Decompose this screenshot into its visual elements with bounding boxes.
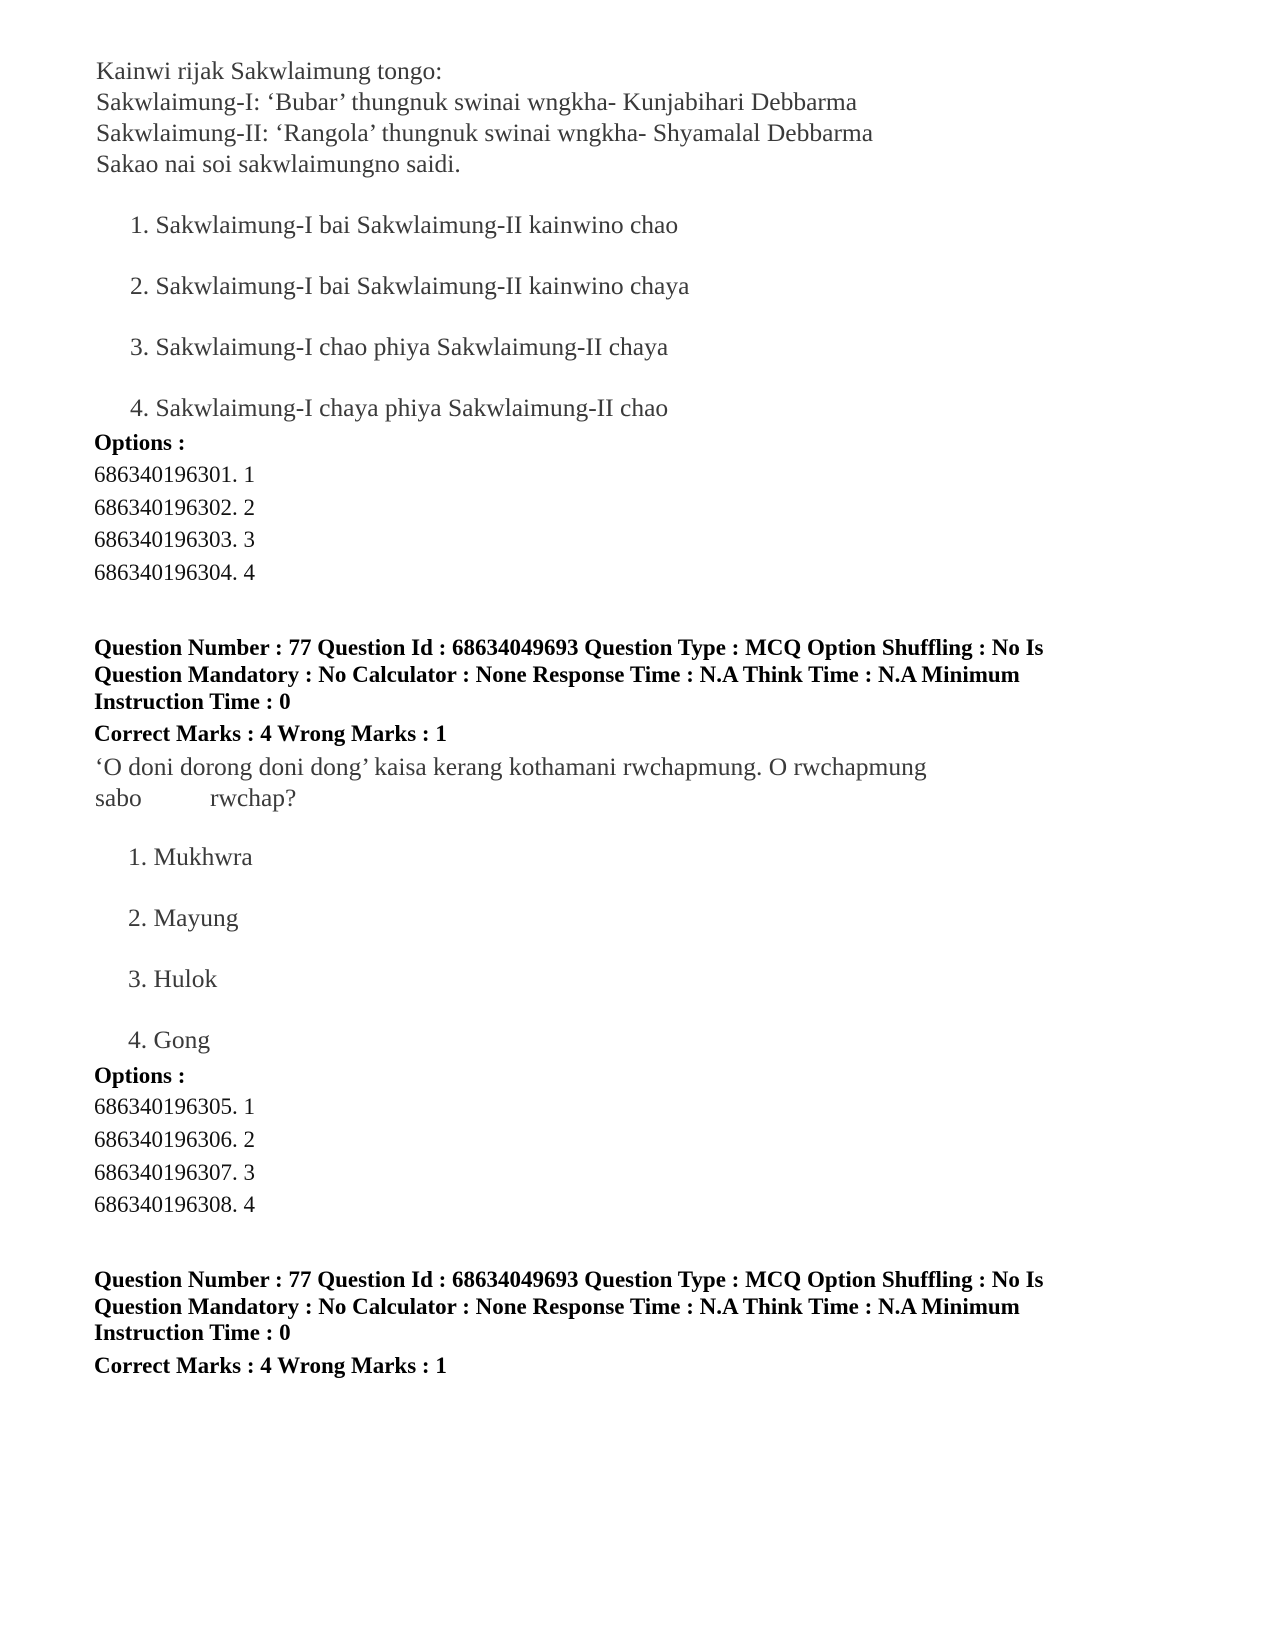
q78-header-line-3: Instruction Time : 0 xyxy=(94,1320,291,1345)
q78-header-line-2: Question Mandatory : No Calculator : None Response Time : N.A Think Time : N.A Minimum xyxy=(94,1294,1020,1319)
q76-option-3: 686340196303. 3 xyxy=(94,527,255,552)
q76-stem-line-4: Sakao nai soi sakwlaimungno saidi. xyxy=(96,149,461,178)
q76-stem-line-3: Sakwlaimung-II: ‘Rangola’ thungnuk swinai wngkha- Shyamalal Debbarma xyxy=(96,118,874,147)
q76-option-2: 686340196302. 2 xyxy=(94,495,255,520)
q77-header-line-3: Instruction Time : 0 xyxy=(94,689,291,714)
q77-header-line-2: Question Mandatory : No Calculator : None Response Time : N.A Think Time : N.A Minimum xyxy=(94,662,1020,687)
q77-stem-word-1: sabo xyxy=(95,783,142,812)
q76-stem-line-1: Kainwi rijak Sakwlaimung tongo: xyxy=(96,56,443,85)
q78-marks: Correct Marks : 4 Wrong Marks : 1 xyxy=(94,1353,447,1378)
q76-stem-line-2: Sakwlaimung-I: ‘Bubar’ thungnuk swinai wngkha- Kunjabihari Debbarma xyxy=(96,87,858,116)
q77-options-label: Options : xyxy=(94,1063,186,1088)
q77-option-3: 686340196307. 3 xyxy=(94,1160,255,1185)
q77-choice-2: 2. Mayung xyxy=(128,903,239,932)
q77-option-1: 686340196305. 1 xyxy=(94,1094,255,1119)
q77-stem-line-1: ‘O doni dorong doni dong’ kaisa kerang kothamani rwchapmung. O rwchapmung xyxy=(95,752,927,781)
q76-option-1: 686340196301. 1 xyxy=(94,462,255,487)
q76-options-label: Options : xyxy=(94,430,186,455)
q77-header-line-1: Question Number : 77 Question Id : 68634049693 Question Type : MCQ Option Shuffling : No Is xyxy=(94,635,1044,660)
q77-marks: Correct Marks : 4 Wrong Marks : 1 xyxy=(94,721,447,746)
q77-choice-1: 1. Mukhwra xyxy=(128,842,253,871)
q77-choice-4: 4. Gong xyxy=(128,1025,211,1054)
q76-choice-2: 2. Sakwlaimung-I bai Sakwlaimung-II kainwino chaya xyxy=(130,271,690,300)
q76-choice-4: 4. Sakwlaimung-I chaya phiya Sakwlaimung-II chao xyxy=(130,393,669,422)
q77-option-2: 686340196306. 2 xyxy=(94,1127,255,1152)
q78-header-line-1: Question Number : 77 Question Id : 68634049693 Question Type : MCQ Option Shuffling : No Is xyxy=(94,1267,1044,1292)
q77-option-4: 686340196308. 4 xyxy=(94,1192,255,1217)
q76-choice-3: 3. Sakwlaimung-I chao phiya Sakwlaimung-II chaya xyxy=(130,332,669,361)
q77-choice-3: 3. Hulok xyxy=(128,964,218,993)
q76-option-4: 686340196304. 4 xyxy=(94,560,255,585)
q77-stem-word-2: rwchap? xyxy=(210,783,297,812)
q76-choice-1: 1. Sakwlaimung-I bai Sakwlaimung-II kainwino chao xyxy=(130,210,679,239)
